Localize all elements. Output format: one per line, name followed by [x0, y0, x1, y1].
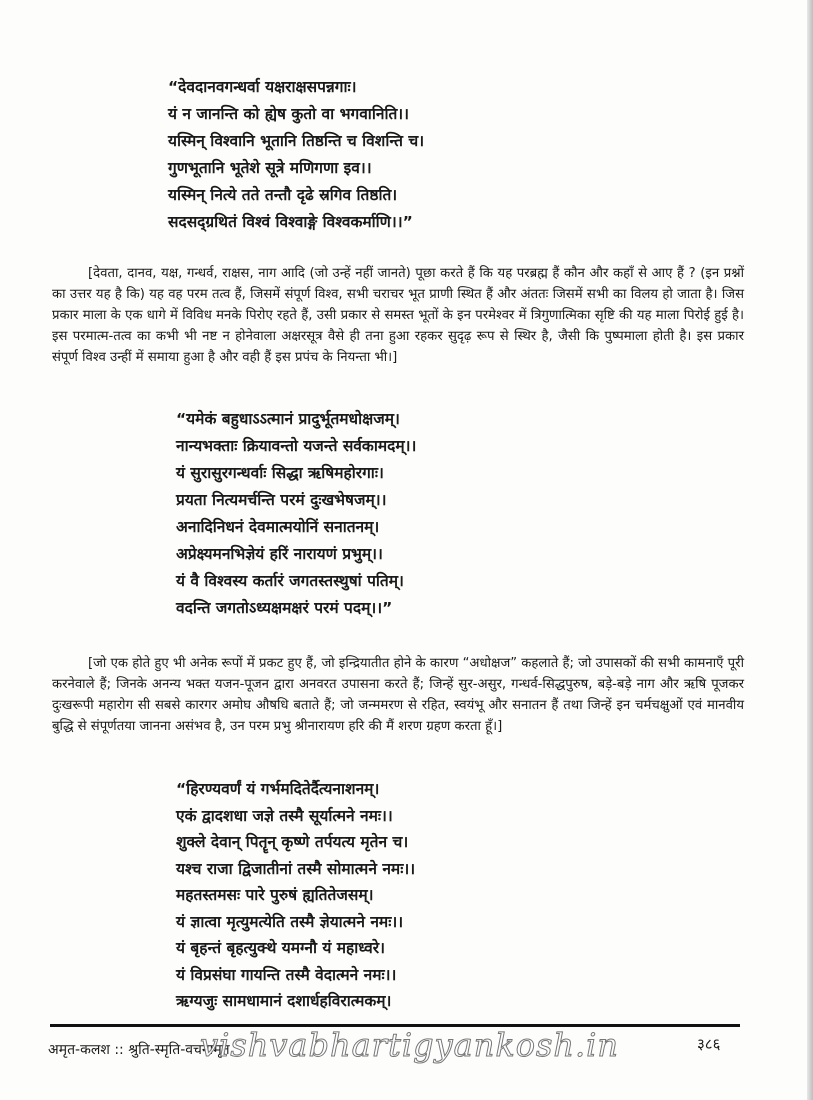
verse-block-2: [176, 406, 416, 622]
verse-line: यं विप्रसंघा गायन्ति तस्मै वेदात्मने नमः।।: [176, 965, 397, 984]
verse-line: “हिरण्यवर्णं यं गर्भमदितेर्दैत्यनाशनम्।: [176, 780, 380, 798]
verse-line: वदन्ति जगतोऽध्यक्षमक्षरं परमं पदम्।।”: [176, 599, 393, 617]
verse-line: यं ज्ञात्वा मृत्युमत्येति तस्मै ज्ञेयात्मने नमः।।: [176, 912, 404, 931]
verse-line: यं सुरासुरगन्धर्वाः सिद्धा ऋषिमहोरगाः।: [176, 464, 384, 482]
verse-line: यश्च राजा द्विजातीनां तस्मै सोमात्मने नमः।।: [176, 859, 416, 878]
page-edge-shadow: [807, 0, 813, 1100]
verse-line: गुणभूतानि भूतेशे सूत्रे मणिगणा इव।।: [168, 159, 372, 177]
paragraph-text: [जो एक होते हुए भी अनेक रूपों में प्रकट हुए हैं, जो इन्द्रियातीत होने के कारण “अधोक्षज” कहलाते हैं; जो उपासकों की सभी कामनाएँ पूरी करनेवाले हैं; जिनके अनन्य भक्त यजन-पूजन द्वारा अनवरत उपासना करते हैं; जिन्हें सुर-असुर, गन्धर्व-सिद्धपुरुष, बड़े-बड़े नाग और ऋषि पूजकर दुःखरूपी महारोग सी सबसे कारगर अमोघ औषधि बताते हैं; जो जन्ममरण से रहित, स्वयंभू और सनातन हैं तथा जिन्हें इन चर्मचक्षुओं एवं मानवीय बुद्धि से संपूर्णतया जानना असंभव है, उन परम प्रभु श्रीनारायण हरि की मैं शरण ग्रहण करता हूँ।]: [52, 656, 744, 734]
commentary-paragraph-1: [52, 263, 744, 368]
verse-block-3: [176, 776, 415, 1015]
verse-line: शुक्ले देवान् पितॄन् कृष्णे तर्पयत्य मृतेन च।: [176, 833, 409, 851]
verse-line: यं बृहन्तं बृहत्युक्थे यमग्नौ यं महाध्वरे।: [176, 939, 385, 957]
verse-block-1: [168, 74, 424, 236]
verse-line: यस्मिन् विश्वानि भूतानि तिष्ठन्ति च विशन्ति च।: [168, 132, 425, 150]
watermark: vishvabhartigyankosh.in: [200, 1026, 620, 1064]
verse-line: नान्यभक्ताः क्रियावन्तो यजन्ते सर्वकामदम्।।: [176, 437, 417, 455]
commentary-paragraph-2: [52, 653, 744, 737]
paragraph-text: [देवता, दानव, यक्ष, गन्धर्व, राक्षस, नाग आदि (जो उन्हें नहीं जानते) पूछा करते हैं कि यह परब्रह्म हैं कौन और कहाँ से आए हैं ? (इन प्रश्नों का उत्तर यह है कि) यह वह परम तत्व हैं, जिसमें संपूर्ण विश्व, सभी चराचर भूत प्राणी स्थित हैं और अंततः जिसमें सभी का विलय हो जाता है। जिस प्रकार माला के एक धागे में विविध मनके पिरोए रहते हैं, उसी प्रकार से समस्त भूतों के इन परमेश्वर में त्रिगुणात्मिका सृष्टि की यह माला पिरोई हुई है। इस परमात्म-तत्व का कभी भी नष्ट न होनेवाला अक्षरसूत्र वैसे ही तना हुआ रहकर सुदृढ़ रूप से स्थिर है, जैसी कि पुष्पमाला होती है। इस प्रकार संपूर्ण विश्व उन्हीं में समाया हुआ है और वही हैं इस प्रपंच के नियन्ता भी।]: [52, 266, 744, 365]
verse-line: “देवदानवगन्धर्वा यक्षराक्षसपन्नगाः।: [168, 78, 357, 96]
running-footer-title: अमृत-कलश :: श्रुति-स्मृति-वचनामृत: [48, 1042, 230, 1058]
verse-line: प्रयता नित्यमर्चन्ति परमं दुःखभेषजम्।।: [176, 491, 387, 509]
page-number: ३८६: [697, 1035, 721, 1053]
verse-line: यं न जानन्ति को ह्येष कुतो वा भगवानिति।।: [168, 105, 410, 123]
verse-line: ऋग्यजुः सामधामानं दशार्धहविरात्मकम्।: [176, 992, 392, 1010]
verse-line: यस्मिन् नित्ये तते तन्तौ दृढे स्रगिव तिष्ठति।: [168, 186, 398, 204]
verse-line: एकं द्वादशधा जज्ञे तस्मै सूर्यात्मने नमः।।: [176, 806, 393, 825]
verse-line: यं वै विश्वस्य कर्तारं जगतस्तस्थुषां पतिम्।: [176, 572, 404, 590]
verse-line: “यमेकं बहुधाऽऽत्मानं प्रादुर्भूतमधोक्षजम्।: [176, 410, 400, 428]
verse-line: अप्रेक्ष्यमनभिज्ञेयं हरिं नारायणं प्रभुम्।।: [176, 545, 383, 563]
verse-line: महतस्तमसः पारे पुरुषं ह्यतितेजसम्।: [176, 886, 374, 904]
verse-line: सदसद्ग्रथितं विश्वं विश्वाङ्गे विश्वकर्माणि।।”: [168, 213, 413, 231]
verse-line: अनादिनिधनं देवमात्मयोनिं सनातनम्।: [176, 518, 380, 536]
